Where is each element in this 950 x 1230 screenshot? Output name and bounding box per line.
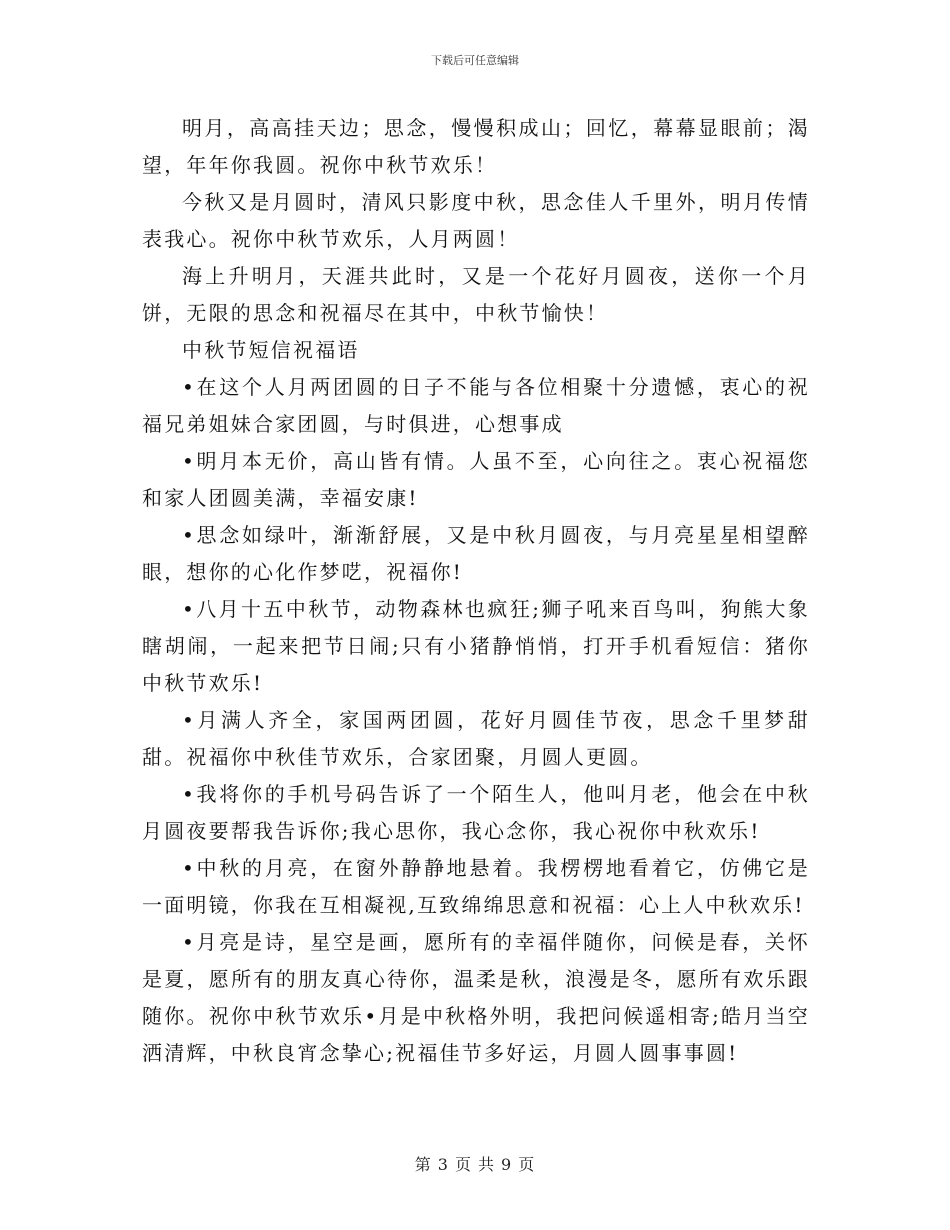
bullet-paragraph: •八月十五中秋节，动物森林也疯狂;狮子吼来百鸟叫，狗熊大象瞎胡闹，一起来把节日闹;只有小猪静悄悄，打开手机看短信：猪你中秋节欢乐! [142,597,810,695]
footer-suffix: 页 [518,1155,536,1174]
bullet-paragraph: •中秋的月亮，在窗外静静地悬着。我楞楞地看着它，仿佛它是一面明镜，你我在互相凝视,互致绵绵思意和祝福：心上人中秋欢乐! [142,856,810,917]
paragraph: 海上升明月，天涯共此时，又是一个花好月圆夜，送你一个月饼，无限的思念和祝福尽在其中，中秋节愉快！ [142,264,810,325]
footer-middle: 页 共 [454,1155,496,1174]
bullet-paragraph: •思念如绿叶，渐渐舒展，又是中秋月圆夜，与月亮星星相望醉眼，想你的心化作梦呓，祝福你! [142,523,810,584]
page-number: 3 [437,1155,449,1174]
footer-prefix: 第 [414,1155,432,1174]
bullet-paragraph: •月满人齐全，家国两团圆，花好月圆佳节夜，思念千里梦甜甜。祝福你中秋佳节欢乐，合家团聚，月圆人更圆。 [142,708,810,769]
section-heading: 中秋节短信祝福语 [182,338,360,362]
page-total: 9 [501,1155,513,1174]
bullet-paragraph: •月亮是诗，星空是画，愿所有的幸福伴随你，问候是春，关怀是夏，愿所有的朋友真心待你，温柔是秋，浪漫是冬，愿所有欢乐跟随你。祝你中秋节欢乐•月是中秋格外明，我把问候遥相寄;皓月当空洒清辉，中秋良宵念挚心;祝福佳节多好运，月圆人圆事事圆! [142,930,810,1065]
paragraph: 明月，高高挂天边；思念，慢慢积成山；回忆，幕幕显眼前；渴望，年年你我圆。祝你中秋节欢乐！ [142,116,810,177]
paragraph: 今秋又是月圆时，清风只影度中秋，思念佳人千里外，明月传情表我心。祝你中秋节欢乐，人月两圆！ [142,190,810,251]
bullet-paragraph: •明月本无价，高山皆有情。人虽不至，心向往之。衷心祝福您和家人团圆美满，幸福安康! [142,449,810,510]
bullet-paragraph: •在这个人月两团圆的日子不能与各位相聚十分遗憾，衷心的祝福兄弟姐妹合家团圆，与时俱进，心想事成 [142,375,810,436]
page-footer [0,1152,950,1175]
page-header: 下载后可任意编辑 [431,54,519,67]
document-body [142,110,810,1072]
bullet-paragraph: •我将你的手机号码告诉了一个陌生人，他叫月老，他会在中秋月圆夜要帮我告诉你;我心思你，我心念你，我心祝你中秋欢乐! [142,782,810,843]
